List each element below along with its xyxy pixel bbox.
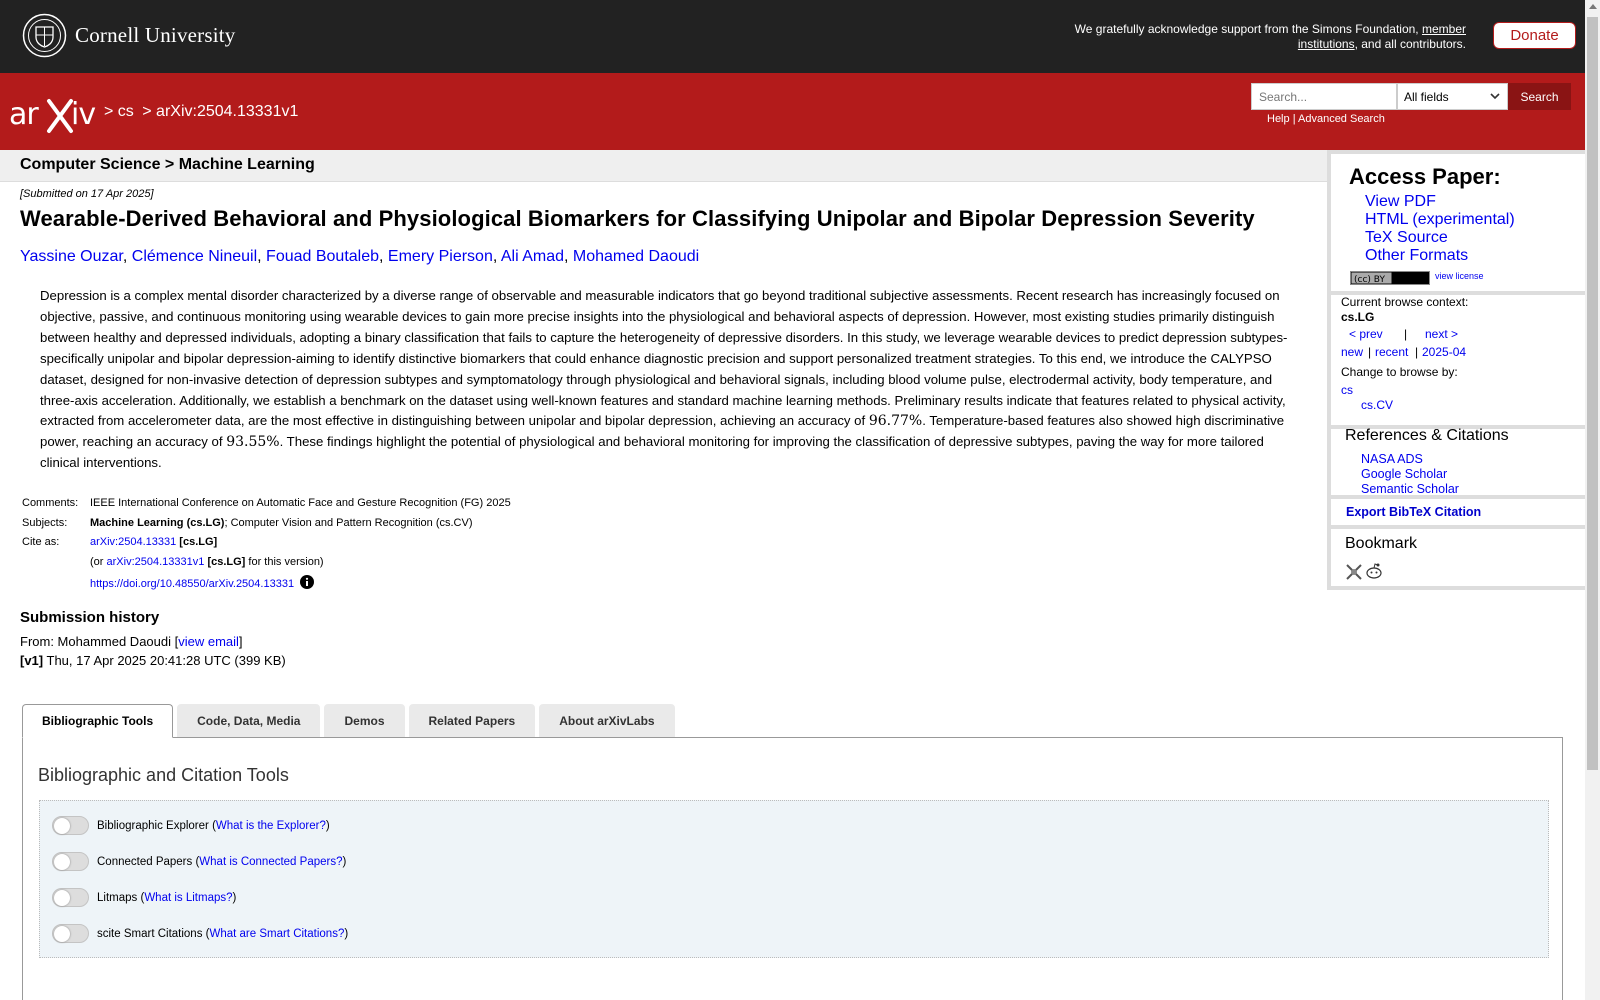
tool-help-link[interactable]: What are Smart Citations? xyxy=(209,927,345,940)
next-link[interactable]: next > xyxy=(1425,327,1459,341)
export-box xyxy=(1331,499,1585,525)
submission-date: [Submitted on 17 Apr 2025] xyxy=(20,188,154,200)
labs-tabs xyxy=(22,704,679,738)
tool-row-connected-papers: Connected Papers ( What is Connected Papers? ) xyxy=(52,852,346,871)
subjects-value xyxy=(90,517,511,537)
subjects-row xyxy=(22,517,511,537)
view-pdf-link[interactable]: View PDF xyxy=(1365,193,1436,210)
browse-cs-link[interactable]: cs xyxy=(1341,383,1353,397)
cc-badge-text: (cc) BY xyxy=(1354,275,1385,285)
view-license-link[interactable]: view license xyxy=(1435,271,1484,281)
tools-box xyxy=(39,800,1549,958)
author-link[interactable]: Fouad Boutaleb xyxy=(266,248,380,265)
abstract xyxy=(40,286,1290,474)
chevron-down-icon xyxy=(1490,91,1500,101)
abstract-math: 93.55% xyxy=(226,434,280,451)
prev-next-divider: | xyxy=(1404,327,1408,341)
arxiv-logo-icon[interactable] xyxy=(9,93,101,135)
access-paper-box xyxy=(1331,154,1585,291)
search-help-links xyxy=(1267,113,1385,125)
references-box xyxy=(1331,429,1585,495)
right-sidebar xyxy=(1327,150,1585,590)
google-scholar-link[interactable]: Google Scholar xyxy=(1361,467,1448,481)
cornell-name: Cornell University xyxy=(75,23,236,47)
donate-button[interactable]: Donate xyxy=(1493,22,1576,49)
html-experimental-link[interactable]: HTML (experimental) xyxy=(1365,211,1515,228)
tool-help-link[interactable]: What is Litmaps? xyxy=(144,891,233,904)
new-link[interactable]: new xyxy=(1341,345,1364,359)
author-link[interactable]: Yassine Ouzar xyxy=(20,248,123,265)
tool-label: Bibliographic Explorer xyxy=(97,819,209,832)
subjects-label: Subjects: xyxy=(22,516,68,529)
tab-code-data-media[interactable]: Code, Data, Media xyxy=(177,704,320,737)
submitter-text: From: Mohammed Daoudi [ xyxy=(20,634,179,649)
other-formats-link[interactable]: Other Formats xyxy=(1365,247,1469,264)
version-label[interactable]: [v1] xyxy=(20,653,44,668)
browse-context-box xyxy=(1331,295,1585,425)
comments-label: Comments: xyxy=(22,497,79,509)
other-subjects: ; Computer Vision and Pattern Recognition (cs.CV) xyxy=(224,516,473,529)
litmaps-toggle[interactable] xyxy=(52,888,89,907)
category-subheader xyxy=(0,150,1327,182)
support-acknowledgement xyxy=(1046,22,1466,51)
tab-related-papers[interactable]: Related Papers xyxy=(409,704,536,737)
help-link[interactable]: Help xyxy=(1267,113,1290,125)
tex-source-link[interactable]: TeX Source xyxy=(1365,229,1448,246)
author-link[interactable]: Emery Pierson xyxy=(387,248,493,265)
support-suffix: , and all contributors. xyxy=(1354,36,1466,51)
category-path: Computer Science > Machine Learning xyxy=(20,156,315,173)
author-link[interactable]: Mohamed Daoudi xyxy=(572,248,700,265)
semantic-scholar-link[interactable]: Semantic Scholar xyxy=(1361,482,1459,496)
change-browse-label: Change to browse by: xyxy=(1341,365,1458,379)
scrollbar-thumb[interactable] xyxy=(1587,17,1598,770)
info-icon[interactable] xyxy=(300,575,314,589)
doi-link[interactable]: https://doi.org/10.48550/arXiv.2504.13331 xyxy=(90,578,295,590)
abstract-text: . These findings highlight the potential of physiological and behavioral monitoring for improving the classification of depressive subtypes, paving the way for more tailored clinical interventions. xyxy=(40,434,1264,471)
tool-row-litmaps: Litmaps ( What is Litmaps? ) xyxy=(52,888,236,907)
tool-help-link[interactable]: What is Connected Papers? xyxy=(199,855,343,868)
view-email-link[interactable]: view email xyxy=(178,634,239,649)
arxiv-header xyxy=(0,73,1585,150)
abstract-math: 96.77% xyxy=(868,413,923,430)
scite-toggle[interactable] xyxy=(52,924,89,943)
search-field-value: All fields xyxy=(1404,89,1449,104)
month-link[interactable]: 2025-04 xyxy=(1422,345,1467,359)
abstract-text: Depression is a complex mental disorder characterized by a diverse range of observable and measurable indicators that go beyond traditional subjective assessments. Recent research has increasingly focused on objective, passive, and continuous monitoring using wearable devices to gain more precise insights into the physiological and behavioral aspects of depression. However, most existing studies primarily distinguish between healthy and depressed individuals, adopting a binary classification that fails to capture the heterogeneity of depressive disorders. In this study, we leverage wearable devices to predict depression subtypes-specifically unipolar and bipolar depression-aiming to identify distinctive biomarkers that could enhance diagnostic precision and support personalized treatment strategies. To this end, we introduce the CALYPSO dataset, designed for non-invasive detection of depression subtypes and symptomatology through physiological and behavioral signals, including blood volume pulse, electrodermal activity, body temperature, and three-axis acceleration. Additionally, we establish a benchmark on the dataset using well-known features and standard machine learning methods. Preliminary results indicate that features related to physical activity, extracted from accelerometer data, are the most effective in distinguishing between unipolar and bipolar depression, achieving an accuracy of xyxy=(40,288,1288,429)
tab-bibliographic-tools[interactable]: Bibliographic Tools xyxy=(22,704,173,738)
tab-demos[interactable]: Demos xyxy=(324,704,404,737)
abstract-text: . Temperature-based features also showed high discriminative power, reaching an accuracy of xyxy=(40,413,1285,450)
search-input[interactable]: Search... xyxy=(1251,83,1397,110)
version-v1 xyxy=(20,653,286,668)
breadcrumb xyxy=(104,103,302,121)
bookmark-box xyxy=(1331,529,1585,586)
scroll-up-arrow-icon[interactable] xyxy=(1589,4,1597,9)
browse-context-label: Current browse context: xyxy=(1341,295,1469,309)
breadcrumb-paper-id: > arXiv:2504.13331v1 xyxy=(142,103,299,120)
cite-row xyxy=(22,536,511,556)
metadata-table xyxy=(22,497,511,598)
tool-label: Connected Papers xyxy=(97,855,193,868)
search-links-divider: | xyxy=(1292,113,1296,125)
cornell-seal-icon xyxy=(22,13,67,58)
prev-link[interactable]: < prev xyxy=(1349,327,1383,341)
primary-subject: Machine Learning (cs.LG) xyxy=(90,516,225,529)
nasa-ads-link[interactable]: NASA ADS xyxy=(1361,452,1423,466)
cite-value xyxy=(90,536,511,556)
tab-panel xyxy=(22,737,1563,1000)
author-link[interactable]: Ali Amad xyxy=(500,248,564,265)
cite-or: (or xyxy=(90,555,104,568)
doi-row xyxy=(22,575,511,598)
references-title: References & Citations xyxy=(1345,427,1509,444)
tool-label: scite Smart Citations xyxy=(97,927,203,940)
cite-id-link[interactable]: arXiv:2504.13331 xyxy=(90,536,177,548)
tool-help-link[interactable]: What is the Explorer? xyxy=(215,819,326,832)
bibliographic-tools-heading: Bibliographic and Citation Tools xyxy=(38,765,289,785)
tab-about-arxivlabs[interactable]: About arXivLabs xyxy=(539,704,674,737)
submission-from xyxy=(20,634,243,649)
recent-month-divider: | xyxy=(1415,345,1419,359)
tool-row-scite: scite Smart Citations ( What are Smart Citations? ) xyxy=(52,924,348,943)
breadcrumb-cs[interactable]: > cs xyxy=(104,103,134,120)
recent-link[interactable]: recent xyxy=(1375,345,1409,359)
author-list: Yassine Ouzar, Clémence Nineuil, Fouad Boutaleb, Emery Pierson, Ali Amad, Mohamed Daoudi xyxy=(20,248,700,265)
author-link[interactable]: Clémence Nineuil xyxy=(131,248,258,265)
support-prefix: We gratefully acknowledge support from the Simons Foundation, xyxy=(1074,22,1419,36)
member-institutions-link[interactable]: member institutions xyxy=(1297,22,1466,51)
cornell-header xyxy=(0,0,1585,73)
connected-papers-toggle[interactable] xyxy=(52,852,89,871)
cite-category: [cs.LG] xyxy=(179,536,218,548)
svg-text:iv: iv xyxy=(71,97,96,132)
browse-context-value: cs.LG xyxy=(1341,310,1375,324)
explorer-toggle[interactable] xyxy=(52,816,89,835)
submitter-suffix: ] xyxy=(238,634,243,649)
tool-row-explorer: Bibliographic Explorer ( What is the Explorer? ) xyxy=(52,816,330,835)
reddit-icon[interactable] xyxy=(1365,562,1383,580)
bookmark-title: Bookmark xyxy=(1345,535,1418,552)
cc-by-license-icon[interactable] xyxy=(1350,271,1430,285)
cite-label: Cite as: xyxy=(22,536,60,548)
doi-value xyxy=(90,575,511,598)
svg-text:ar: ar xyxy=(9,97,38,132)
cite-version-row xyxy=(22,556,511,576)
browse-cscv-link[interactable]: cs.CV xyxy=(1361,398,1394,412)
access-paper-title: Access Paper: xyxy=(1349,164,1501,189)
paper-title: Wearable-Derived Behavioral and Physiological Biomarkers for Classifying Unipolar and Bipolar Depression Severity xyxy=(20,206,1255,231)
version-details: Thu, 17 Apr 2025 20:41:28 UTC (399 KB) xyxy=(43,653,286,668)
cite-version-category: [cs.LG] xyxy=(207,555,246,568)
cite-version-link[interactable]: arXiv:2504.13331v1 xyxy=(106,555,205,568)
submission-history-title: Submission history xyxy=(20,609,160,626)
cornell-logo[interactable] xyxy=(22,13,236,58)
comments-value: IEEE International Conference on Automatic Face and Gesture Recognition (FG) 2025 xyxy=(90,497,511,509)
cite-version-value xyxy=(90,556,511,576)
search-button[interactable]: Search xyxy=(1508,83,1571,110)
export-bibtex-link[interactable]: Export BibTeX Citation xyxy=(1346,505,1482,519)
advanced-search-link[interactable]: Advanced Search xyxy=(1298,113,1385,125)
new-recent-divider: | xyxy=(1368,345,1372,359)
search-field-select[interactable] xyxy=(1397,83,1508,110)
cite-version-suffix: for this version) xyxy=(248,555,324,568)
bibsonomy-icon[interactable] xyxy=(1345,563,1363,581)
comments-row xyxy=(22,497,511,517)
page-scrollbar[interactable] xyxy=(1585,0,1600,1000)
tool-label: Litmaps xyxy=(97,891,138,904)
